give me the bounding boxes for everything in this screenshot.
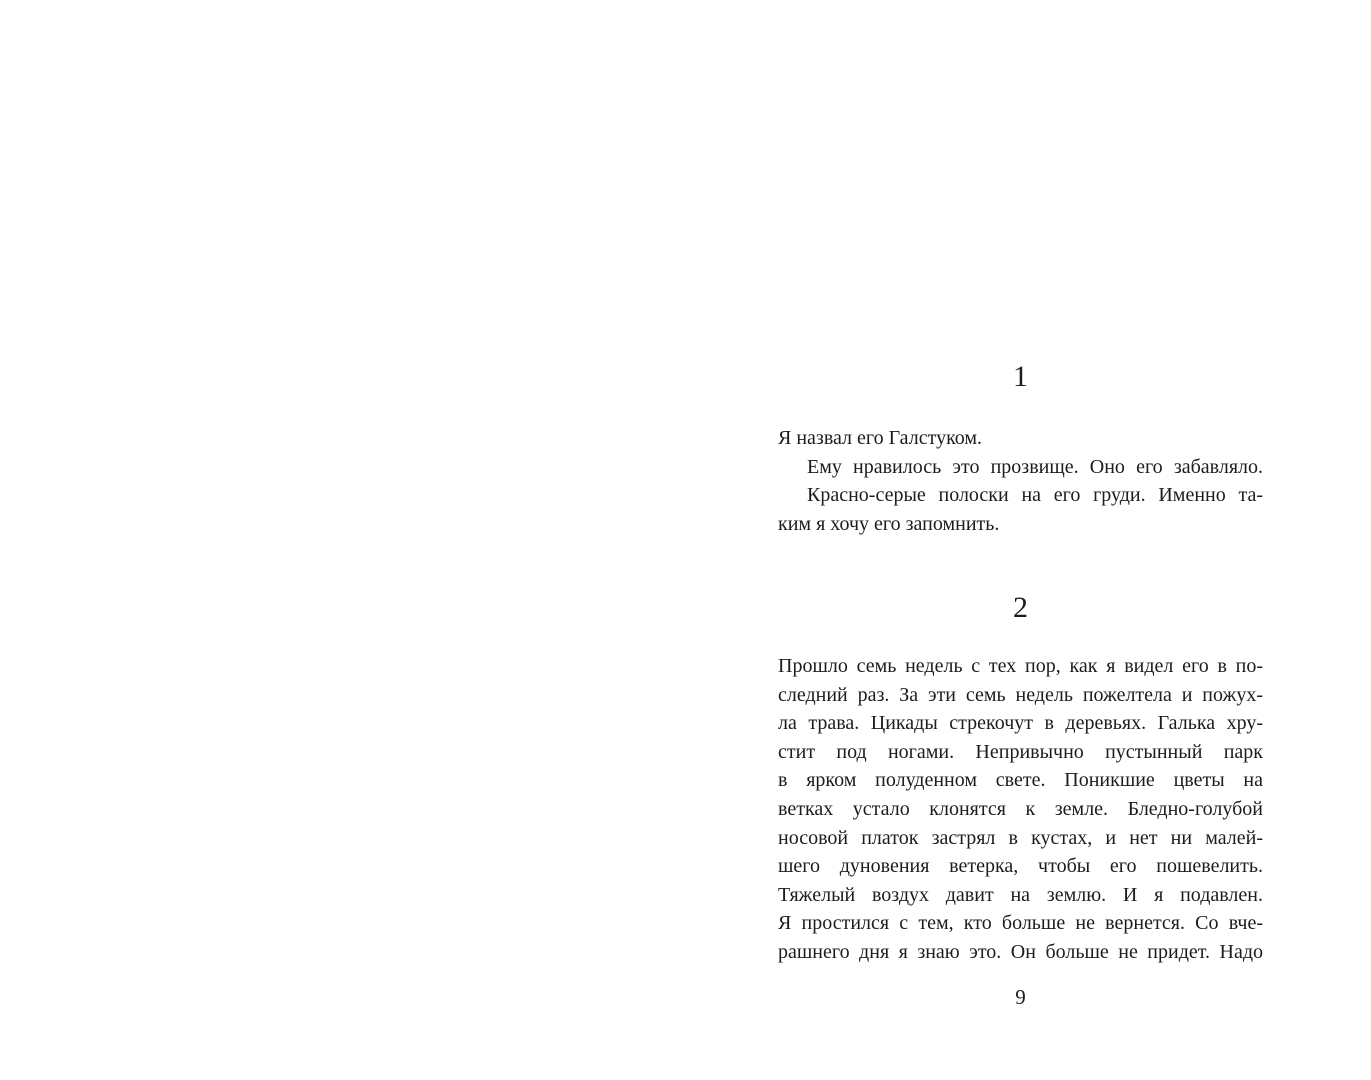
body-line-text: носовой платок застрял в кустах, и нет ни малей- <box>778 826 1263 849</box>
body-line <box>778 938 1263 967</box>
body-line <box>778 766 1263 795</box>
chapter-2-paragraph <box>778 652 1263 967</box>
body-line-text: рашнего дня я знаю это. Он больше не придет. Надо <box>778 940 1263 963</box>
body-line-text: Прошло семь недель с тех пор, как я видел его в по- <box>778 655 1263 677</box>
body-line <box>778 453 1263 482</box>
body-line-text: Красно-серые полоски на его груди. Именно та- <box>807 484 1263 507</box>
body-line <box>778 738 1263 767</box>
chapter-heading-2: 2 <box>1013 591 1028 624</box>
body-line-text: в ярком полуденном свете. Поникшие цветы на <box>778 769 1263 792</box>
chapter-1-paragraphs <box>778 424 1263 538</box>
body-line <box>778 510 1263 539</box>
body-line-text: следний раз. За эти семь недель пожелтела и пожух- <box>778 683 1263 706</box>
body-line-text: Тяжелый воздух давит на землю. И я подавлен. <box>778 883 1263 906</box>
body-line-text: Я назвал его Галстуком. <box>778 427 983 449</box>
body-line <box>778 795 1263 824</box>
body-line <box>778 681 1263 710</box>
body-line <box>778 852 1263 881</box>
body-line <box>778 909 1263 938</box>
body-line-text: Я простился с тем, кто больше не вернется. Со вче- <box>778 912 1263 935</box>
chapter-heading-1: 1 <box>1013 360 1028 393</box>
body-line-text: ким я хочу его запомнить. <box>778 512 1000 535</box>
body-line <box>778 652 1263 681</box>
body-line-text: Ему нравилось это прозвище. Оно его забавляло. <box>807 455 1263 478</box>
body-line <box>778 824 1263 853</box>
body-line <box>778 424 1263 453</box>
body-line <box>778 709 1263 738</box>
body-line <box>778 881 1263 910</box>
body-line-text: стит под ногами. Непривычно пустынный парк <box>778 740 1263 763</box>
text-column <box>778 0 1263 1080</box>
body-line-text: ла трава. Цикады стрекочут в деревьях. Галька хру- <box>778 712 1263 735</box>
body-line-text: ветках устало клонятся к земле. Бледно-голубой <box>778 797 1263 820</box>
body-line-text: шего дуновения ветерка, чтобы его пошевелить. <box>778 855 1263 878</box>
body-line <box>778 481 1263 510</box>
page-number: 9 <box>1015 985 1026 1009</box>
